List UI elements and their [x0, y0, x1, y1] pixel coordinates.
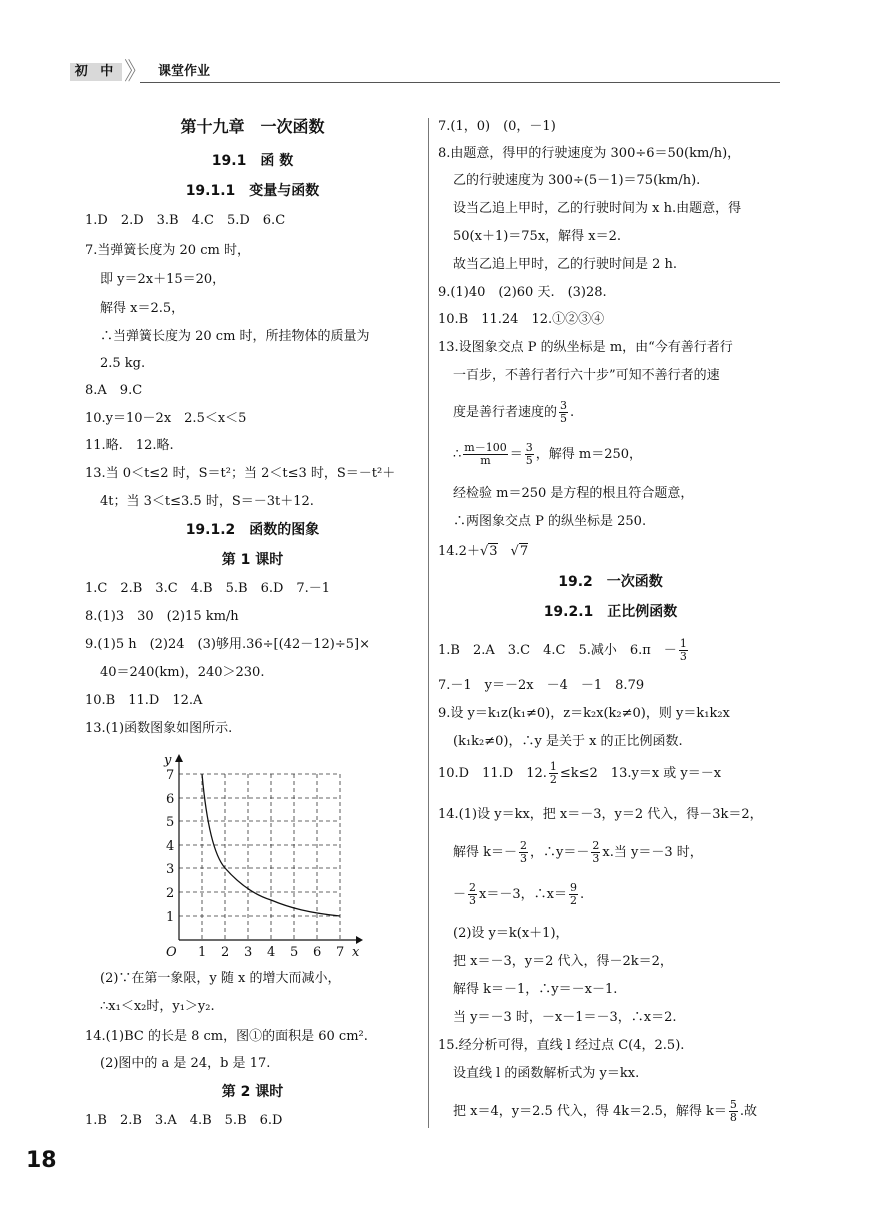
x-tick-label: 7: [336, 945, 345, 960]
answer-line: 13.当 0＜t≤2 时，S＝t²；当 2＜t≤3 时，S＝－t²＋: [85, 466, 396, 481]
answer-line: ∴ $\frac{m-100}{m}$ ＝ $\frac{3}{5}$ ，解得 m＝250，: [453, 441, 643, 467]
x-tick-label: 5: [290, 945, 299, 960]
answer-line: ∴x₁＜x₂时，y₁＞y₂.: [100, 999, 215, 1014]
answer-line: 13.设图象交点 P 的纵坐标是 m，由“今有善行者行: [438, 340, 733, 355]
answer-line: 解得 k＝－1，∴y＝－x－1.: [453, 982, 618, 997]
subsection-title: 19.1.1 变量与函数: [185, 183, 320, 199]
answer-line: 7.当弹簧长度为 20 cm 时，: [85, 243, 250, 258]
answer-line: 14.2＋√3 √7: [438, 544, 529, 559]
answer-line: 9.(1)5 h (2)24 (3)够用.36÷[(42－12)÷5]×: [85, 637, 370, 652]
answer-line: 40＝240(km)，240＞230.: [100, 665, 265, 680]
answer-line: 2.5 kg.: [100, 356, 146, 371]
fraction: $\frac{m-100}{m}$: [464, 441, 507, 467]
fraction: $\frac{1}{2}$: [549, 760, 557, 786]
y-tick-label: 2: [166, 886, 175, 901]
header-rule: [140, 82, 780, 83]
y-tick-label: 6: [166, 792, 175, 807]
answer-line: 1.B 2.B 3.A 4.B 5.B 6.D: [85, 1113, 283, 1128]
answer-line: 设直线 l 的函数解析式为 y＝kx.: [453, 1066, 640, 1081]
answer-line: 7.－1 y＝－2x －4 －1 8.79: [438, 678, 645, 693]
answer-line: 乙的行驶速度为 300÷(5－1)＝75(km/h).: [453, 173, 701, 188]
answer-line: (k₁k₂≠0)，∴y 是关于 x 的正比例函数.: [453, 734, 683, 749]
page-number: 18: [26, 1148, 57, 1173]
section-title: 19.1 函 数: [211, 153, 294, 169]
answer-line: 设当乙追上甲时，乙的行驶时间为 x h.由题意，得: [453, 201, 742, 216]
answer-line: 度是善行者速度的 $\frac{3}{5}$ .: [453, 399, 575, 425]
grade-tag: 初 中: [70, 63, 122, 81]
answer-line: 9.(1)40 (2)60 天. (3)28.: [438, 285, 607, 300]
x-tick-label: 1: [198, 945, 207, 960]
function-graph: [160, 750, 370, 960]
answer-line: 解得 x＝2.5，: [100, 301, 185, 316]
y-tick-label: 4: [166, 839, 175, 854]
lesson-title: 第 1 课时: [221, 552, 284, 568]
answer-line: 10.B 11.D 12.A: [85, 693, 203, 708]
fraction: $\frac{9}{2}$: [569, 881, 577, 907]
answer-line: ∴当弹簧长度为 20 cm 时，所挂物体的质量为: [100, 329, 370, 344]
answer-line: 解得 k＝－ $\frac{2}{3}$ ，∴y＝－ $\frac{2}{3}$ x.当 y＝－3 时，: [453, 839, 703, 865]
section-title: 19.2 一次函数: [558, 574, 663, 590]
answer-line: 10.y＝10－2x 2.5＜x＜5: [85, 411, 247, 426]
answer-line: 1.C 2.B 3.C 4.B 5.B 6.D 7.－1: [85, 581, 331, 596]
answer-line: (2)图中的 a 是 24，b 是 17.: [100, 1056, 271, 1071]
page-header: [70, 57, 780, 85]
answer-line: (2)∵在第一象限，y 随 x 的增大而减小，: [100, 971, 341, 986]
header-subtitle: 课堂作业: [158, 64, 211, 79]
answer-line: 8.(1)3 30 (2)15 km/h: [85, 609, 239, 624]
answer-line: 把 x＝－3，y＝2 代入，得－2k＝2，: [453, 954, 673, 969]
y-tick-label: 7: [166, 768, 175, 783]
subsection-title: 19.1.2 函数的图象: [185, 522, 320, 538]
answer-line: 10.D 11.D 12. $\frac{1}{2}$ ≤k≤2 13.y＝x 或 y＝－x: [438, 760, 722, 786]
column-divider: [428, 118, 429, 1128]
answer-line: 50(x＋1)＝75x，解得 x＝2.: [453, 229, 622, 244]
answer-line: 9.设 y＝k₁z(k₁≠0)，z＝k₂x(k₂≠0)，则 y＝k₁k₂x: [438, 706, 730, 721]
answer-line: 7.(1，0) (0，－1): [438, 119, 556, 134]
answer-line: － $\frac{2}{3}$ x＝－3，∴x＝ $\frac{9}{2}$ .: [453, 881, 585, 907]
answer-line: ∴两图象交点 P 的纵坐标是 250.: [453, 514, 647, 529]
fraction: $\frac{3}{5}$: [525, 441, 533, 467]
answer-line: 即 y＝2x＋15＝20，: [100, 272, 226, 287]
answer-line: 14.(1)设 y＝kx，把 x＝－3，y＝2 代入，得－3k＝2，: [438, 807, 763, 822]
answer-line: 15.经分析可得，直线 l 经过点 C(4，2.5).: [438, 1038, 685, 1053]
answer-line: 当 y＝－3 时，－x－1＝－3，∴x＝2.: [453, 1010, 677, 1025]
answer-line: 1.D 2.D 3.B 4.C 5.D 6.C: [85, 213, 286, 228]
answer-line: 10.B 11.24 12.①②③④: [438, 312, 605, 327]
answer-line: 一百步，不善行者行六十步”可知不善行者的速: [453, 368, 720, 383]
y-tick-label: 5: [166, 815, 175, 830]
x-axis-label: x: [352, 945, 360, 960]
origin-label: O: [166, 945, 177, 960]
fraction: $\frac{5}{8}$: [729, 1098, 737, 1124]
chapter-title: 第十九章 一次函数: [180, 117, 325, 136]
answer-line: 11.略. 12.略.: [85, 438, 174, 453]
x-tick-label: 2: [221, 945, 230, 960]
answer-line: 8.A 9.C: [85, 383, 143, 398]
subsection-title: 19.2.1 正比例函数: [543, 604, 678, 620]
fraction: $\frac{2}{3}$: [520, 839, 528, 865]
answer-line: 故当乙追上甲时，乙的行驶时间是 2 h.: [453, 257, 678, 272]
fraction: $\frac{3}{5}$: [560, 399, 568, 425]
lesson-title: 第 2 课时: [221, 1084, 284, 1100]
chevron-icon: 》: [124, 57, 140, 85]
fraction: $\frac{2}{3}$: [592, 839, 600, 865]
y-tick-label: 1: [166, 910, 175, 925]
fraction: $\frac{2}{3}$: [469, 881, 477, 907]
x-tick-label: 3: [244, 945, 253, 960]
answer-line: 经检验 m＝250 是方程的根且符合题意，: [453, 486, 694, 501]
x-tick-label: 6: [313, 945, 322, 960]
fraction: $\frac{1}{3}$: [679, 637, 687, 663]
answer-line: 13.(1)函数图象如图所示.: [85, 721, 233, 736]
y-axis-label: y: [164, 753, 172, 768]
y-tick-label: 3: [166, 862, 175, 877]
answer-line: (2)设 y＝k(x＋1)，: [453, 926, 569, 941]
answer-line: 4t；当 3＜t≤3.5 时，S＝－3t＋12.: [100, 494, 314, 509]
answer-line: 14.(1)BC 的长是 8 cm，图①的面积是 60 cm².: [85, 1029, 368, 1044]
answer-line: 把 x＝4，y＝2.5 代入，得 4k＝2.5，解得 k＝ $\frac{5}{8}$ .故: [453, 1098, 757, 1124]
x-tick-label: 4: [267, 945, 276, 960]
answer-line: 1.B 2.A 3.C 4.C 5.减小 6.π － $\frac{1}{3}$: [438, 637, 687, 663]
answer-line: 8.由题意，得甲的行驶速度为 300÷6＝50(km/h)，: [438, 146, 741, 161]
